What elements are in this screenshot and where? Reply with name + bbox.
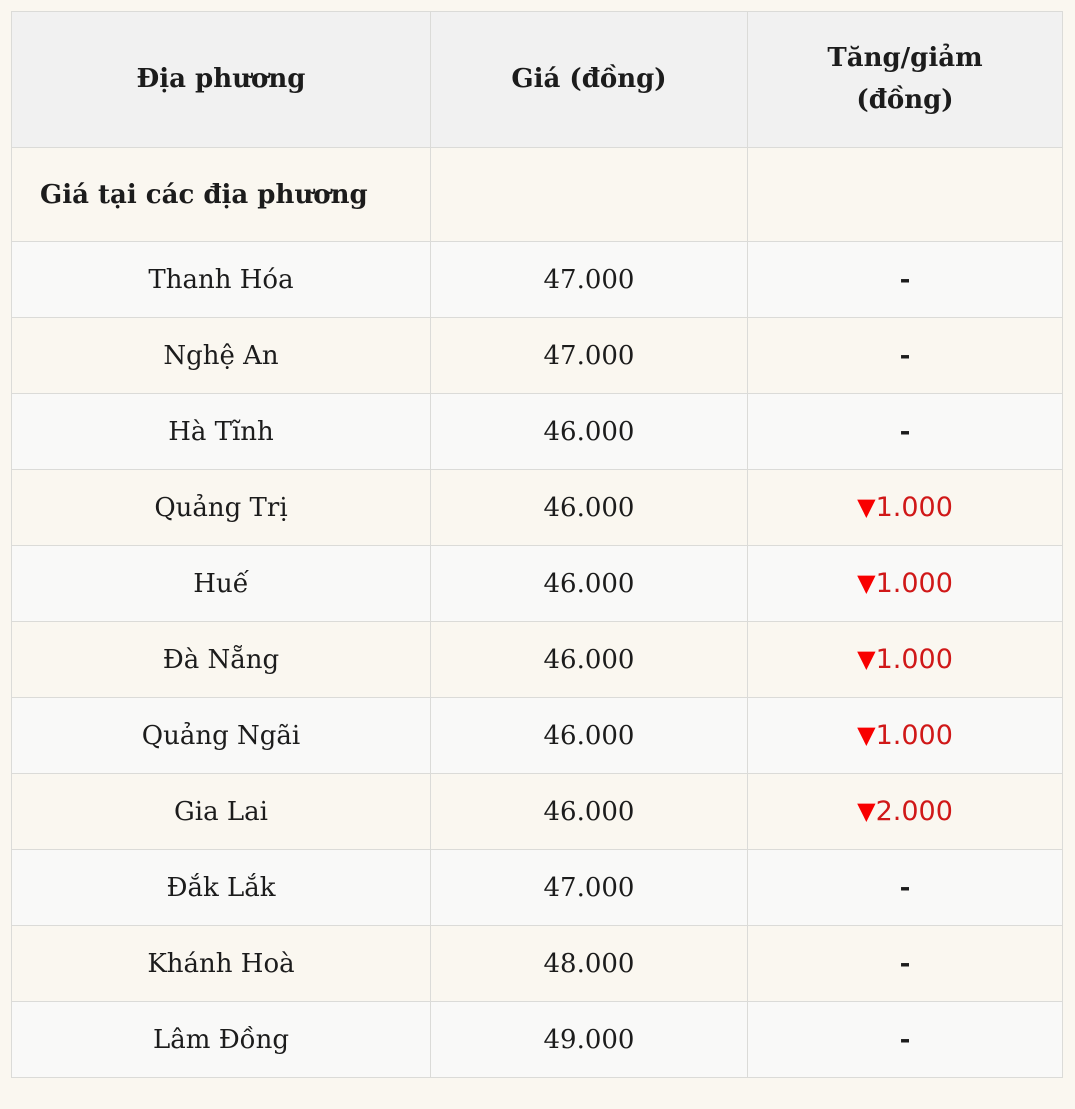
col-header-location	[12, 12, 431, 148]
section-title-cell: Giá tại các địa phương	[12, 148, 431, 242]
location-cell: Huế	[12, 546, 431, 622]
price-cell: 48.000	[431, 926, 748, 1002]
location-cell: Đắk Lắk	[12, 850, 431, 926]
price-cell: 46.000	[431, 546, 748, 622]
price-table	[11, 11, 1063, 1078]
change-value: 1.000	[875, 492, 953, 523]
table-row	[12, 394, 1063, 470]
col-header-price	[431, 12, 748, 148]
col-header-change-label2: (đồng)	[856, 84, 954, 115]
price-cell: 47.000	[431, 850, 748, 926]
change-cell: -	[748, 318, 1063, 394]
change-cell	[748, 546, 1063, 622]
change-value: 1.000	[875, 568, 953, 599]
location-cell: Khánh Hoà	[12, 926, 431, 1002]
table-header-row	[12, 12, 1063, 148]
change-cell	[748, 774, 1063, 850]
change-cell: -	[748, 850, 1063, 926]
down-triangle-icon: ▼	[857, 721, 876, 749]
location-cell: Hà Tĩnh	[12, 394, 431, 470]
table-row	[12, 242, 1063, 318]
section-header-row	[12, 148, 1063, 242]
location-cell: Quảng Trị	[12, 470, 431, 546]
empty-cell	[431, 148, 748, 242]
location-cell: Gia Lai	[12, 774, 431, 850]
price-cell: 46.000	[431, 622, 748, 698]
change-cell: -	[748, 926, 1063, 1002]
change-value: 1.000	[875, 644, 953, 675]
col-header-price-label: Giá (đồng)	[511, 63, 667, 94]
table-row	[12, 470, 1063, 546]
location-cell: Quảng Ngãi	[12, 698, 431, 774]
price-cell: 46.000	[431, 394, 748, 470]
change-cell	[748, 622, 1063, 698]
change-cell	[748, 698, 1063, 774]
change-value: 1.000	[875, 720, 953, 751]
price-cell: 46.000	[431, 774, 748, 850]
down-triangle-icon: ▼	[857, 645, 876, 673]
table-row	[12, 926, 1063, 1002]
location-cell: Thanh Hóa	[12, 242, 431, 318]
location-cell: Đà Nẵng	[12, 622, 431, 698]
price-cell: 46.000	[431, 470, 748, 546]
change-cell: -	[748, 394, 1063, 470]
change-value: 2.000	[875, 796, 953, 827]
down-triangle-icon: ▼	[857, 569, 876, 597]
col-header-location-label: Địa phương	[136, 63, 306, 94]
table-row	[12, 546, 1063, 622]
table-row	[12, 774, 1063, 850]
change-cell	[748, 470, 1063, 546]
table-row	[12, 318, 1063, 394]
location-cell: Nghệ An	[12, 318, 431, 394]
location-cell: Lâm Đồng	[12, 1002, 431, 1078]
price-cell: 46.000	[431, 698, 748, 774]
price-cell: 47.000	[431, 318, 748, 394]
change-cell: -	[748, 1002, 1063, 1078]
change-cell: -	[748, 242, 1063, 318]
col-header-change-label: Tăng/giảm	[827, 42, 983, 73]
table-row	[12, 850, 1063, 926]
table-row	[12, 698, 1063, 774]
down-triangle-icon: ▼	[857, 797, 876, 825]
empty-cell	[748, 148, 1063, 242]
table-row	[12, 622, 1063, 698]
table-row	[12, 1002, 1063, 1078]
price-cell: 47.000	[431, 242, 748, 318]
down-triangle-icon: ▼	[857, 493, 876, 521]
col-header-change	[748, 12, 1063, 148]
price-cell: 49.000	[431, 1002, 748, 1078]
